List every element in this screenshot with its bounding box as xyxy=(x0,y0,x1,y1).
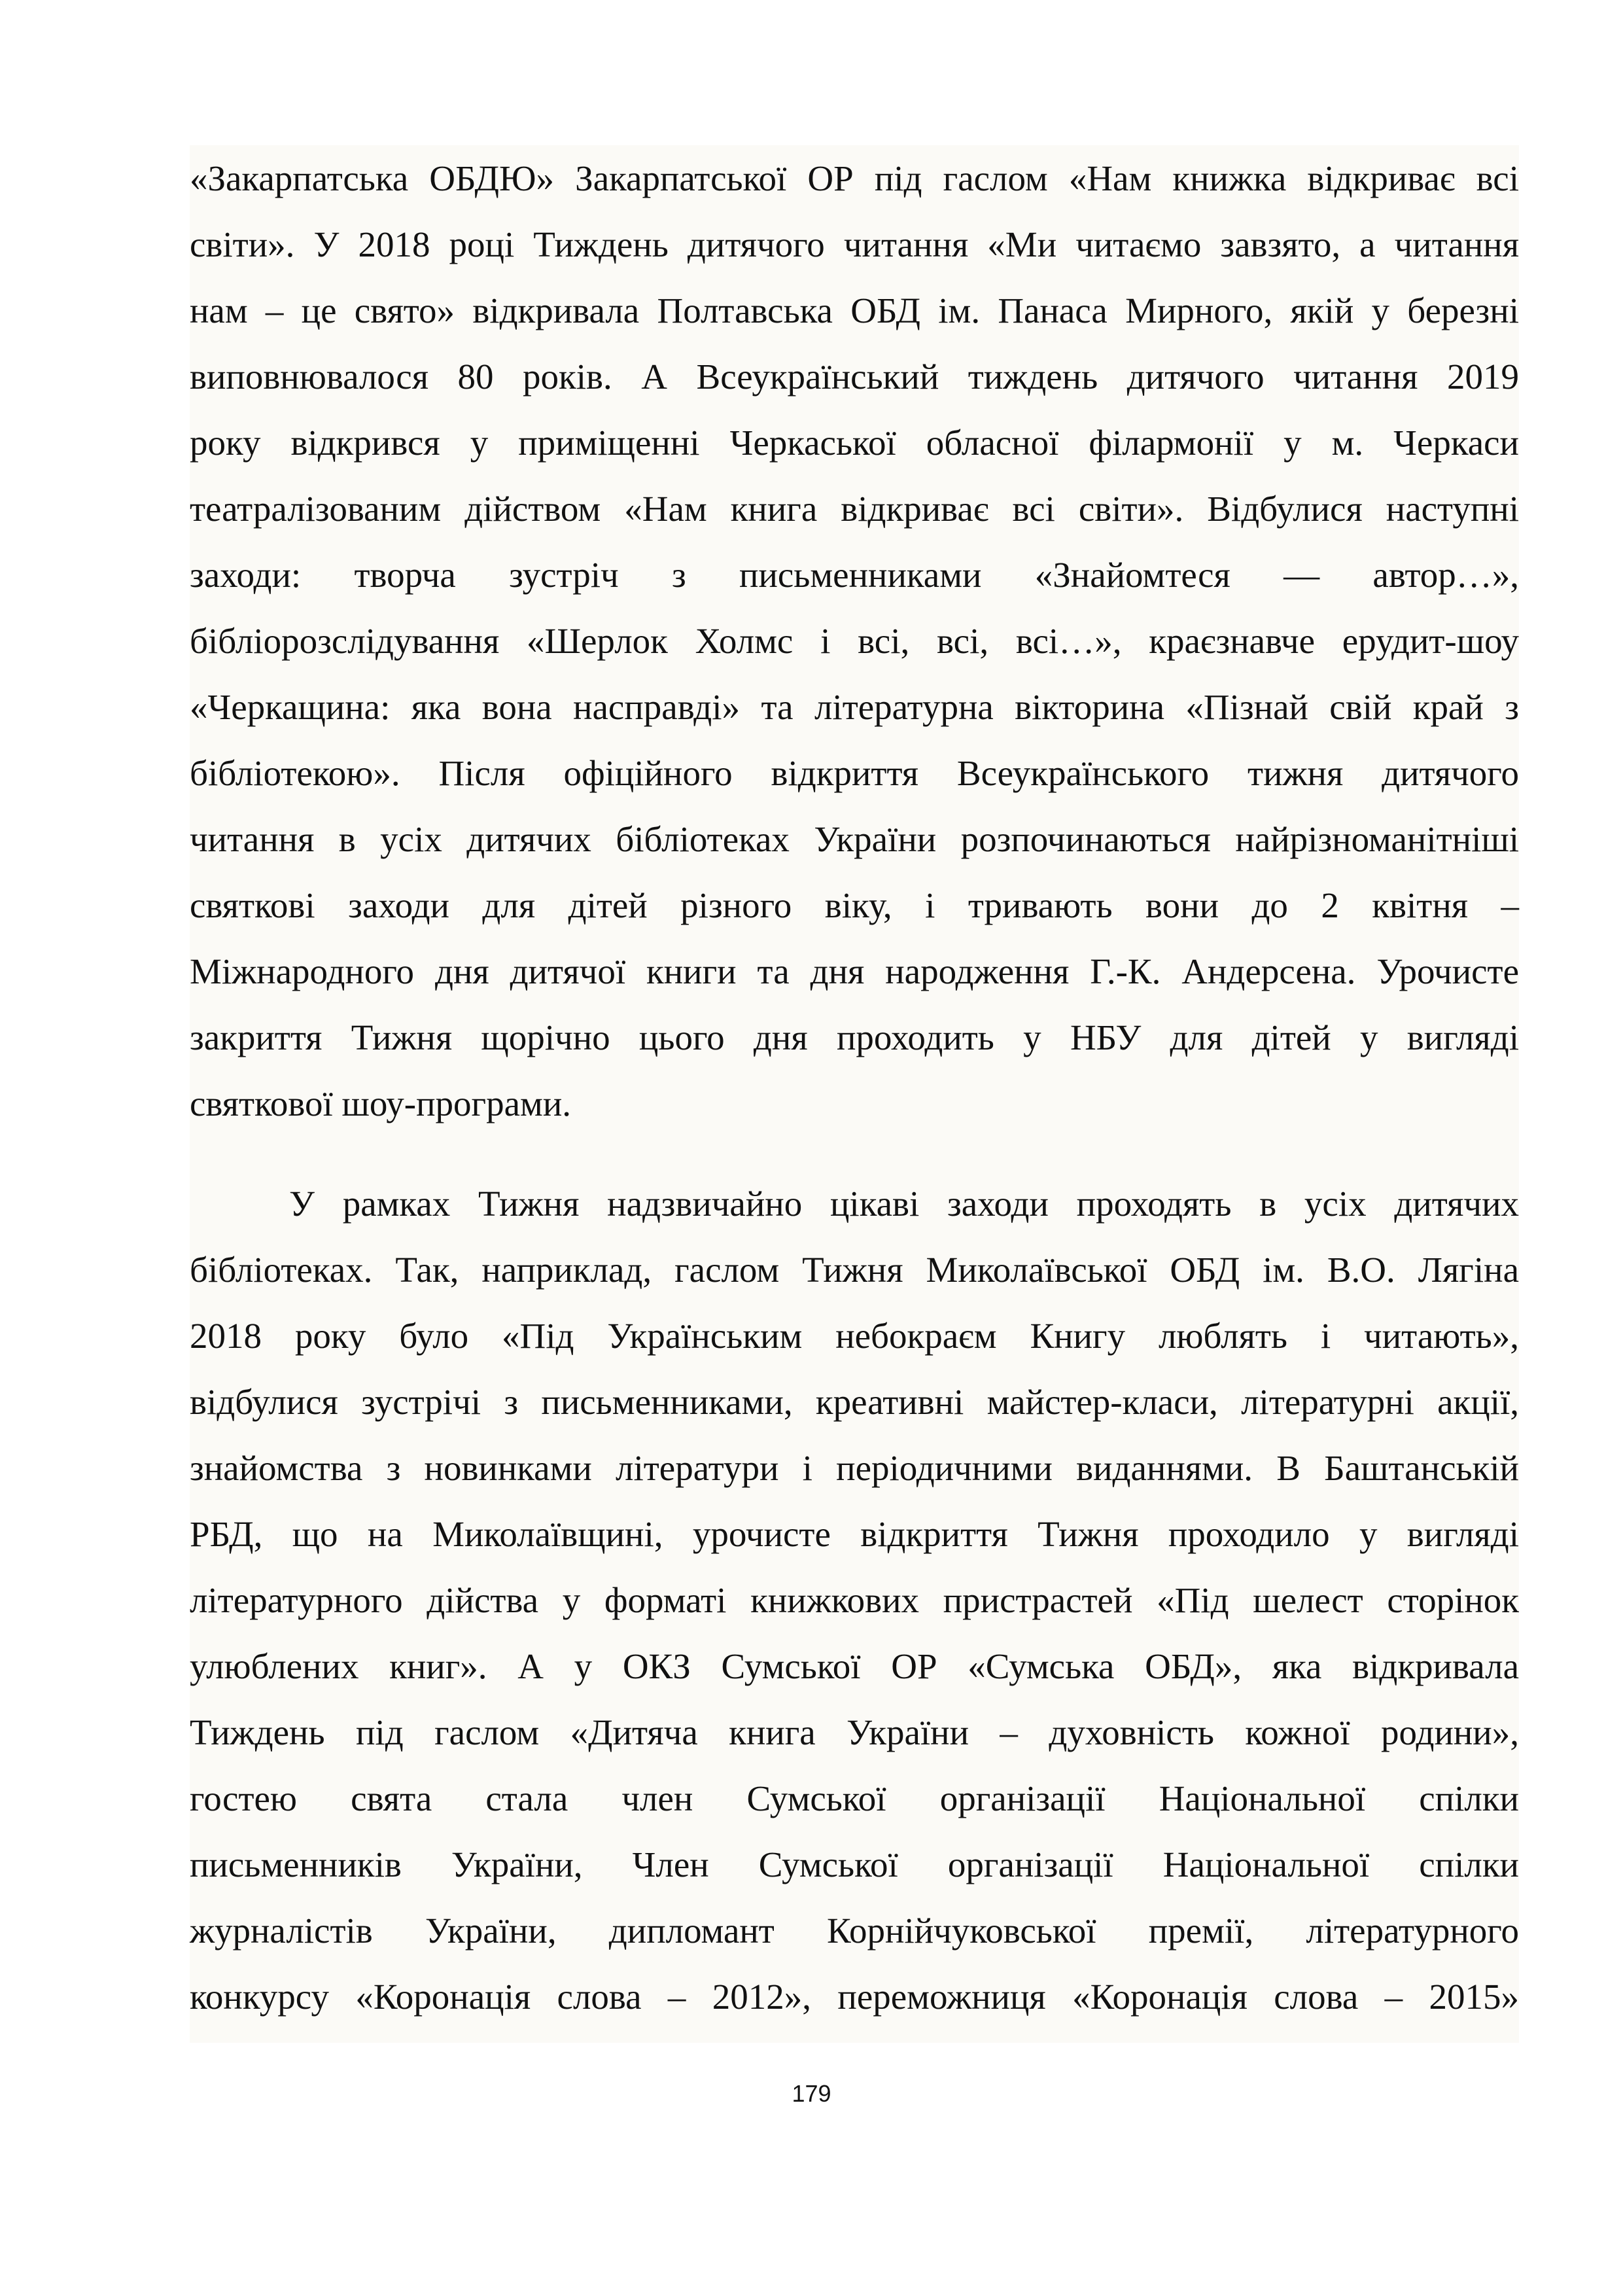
paragraph-2-line-6: РБД, що на Миколаївщині, урочисте відкриття Тижня проходило у вигляді xyxy=(190,1514,1519,1554)
paragraph-1-line-3: нам – це свято» відкривала Полтавська ОБД ім. Панаса Мирного, якій у березні xyxy=(190,291,1519,330)
paragraph-2-line-7: літературного дійства у форматі книжкових пристрастей «Під шелест сторінок xyxy=(190,1580,1519,1620)
paragraph-1-line-10: бібліотекою». Після офіційного відкриття Всеукраїнського тижня дитячого xyxy=(190,753,1519,793)
paragraph-2-line-1: У рамках Тижня надзвичайно цікаві заходи проходять в усіх дитячих xyxy=(289,1184,1519,1224)
paragraph-2-line-11: письменників України, Член Сумської організації Національної спілки xyxy=(190,1845,1519,1884)
paragraph-1-line-15: святкової шоу-програми. xyxy=(190,1084,572,1123)
paragraph-1-line-14: закриття Тижня щорічно цього дня проходить у НБУ для дітей у вигляді xyxy=(190,1017,1519,1057)
paragraph-2-line-10: гостею свята стала член Сумської організації Національної спілки xyxy=(190,1778,1519,1818)
paragraph-2-line-13: конкурсу «Коронація слова – 2012», переможниця «Коронація слова – 2015» xyxy=(190,1977,1519,2017)
paragraph-1-line-2: світи». У 2018 році Тиждень дитячого читання «Ми читаємо завзято, а читання xyxy=(190,224,1519,264)
page-number: 179 xyxy=(792,2080,831,2107)
paragraph-1-line-8: бібліорозслідування «Шерлок Холмс і всі, всі, всі…», краєзнавче ерудит-шоу xyxy=(190,621,1519,661)
paragraph-2-line-4: відбулися зустрічі з письменниками, креативні майстер-класи, літературні акції, xyxy=(190,1382,1519,1422)
paragraph-2-line-2: бібліотеках. Так, наприклад, гаслом Тижня Миколаївської ОБД ім. В.О. Лягіна xyxy=(190,1250,1519,1290)
paragraph-1-line-12: святкові заходи для дітей різного віку, і тривають вони до 2 квітня – xyxy=(190,885,1519,925)
paragraph-1-line-7: заходи: творча зустріч з письменниками «Знайомтеся — автор…», xyxy=(190,555,1519,595)
paragraph-1-line-1: «Закарпатська ОБДЮ» Закарпатської ОР під гаслом «Нам книжка відкриває всі xyxy=(190,158,1519,198)
paragraph-1-line-6: театралізованим дійством «Нам книга відкриває всі світи». Відбулися наступні xyxy=(190,489,1519,529)
paragraph-2-line-9: Тиждень під гаслом «Дитяча книга України – духовність кожної родини», xyxy=(190,1712,1519,1752)
paragraph-1-line-4: виповнювалося 80 років. А Всеукраїнський тиждень дитячого читання 2019 xyxy=(190,357,1519,397)
paragraph-2-line-8: улюблених книг». А у ОКЗ Сумської ОР «Сумська ОБД», яка відкривала xyxy=(190,1646,1519,1686)
paragraph-2-line-3: 2018 року було «Під Українським небокраєм Книгу люблять і читають», xyxy=(190,1316,1519,1356)
paragraph-1-line-11: читання в усіх дитячих бібліотеках України розпочинаються найрізноманітніші xyxy=(190,819,1519,859)
paragraph-2-line-12: журналістів України, дипломант Корнійчуковської премії, літературного xyxy=(190,1911,1519,1951)
paragraph-1-line-5: року відкрився у приміщенні Черкаської обласної філармонії у м. Черкаси xyxy=(190,423,1519,463)
paragraph-1-line-13: Міжнародного дня дитячої книги та дня народження Г.-К. Андерсена. Урочисте xyxy=(190,951,1519,991)
paragraph-1-line-9: «Черкащина: яка вона насправді» та літературна вікторина «Пізнай свій край з xyxy=(190,687,1519,727)
paragraph-2-line-5: знайомства з новинками літератури і періодичними виданнями. В Баштанській xyxy=(190,1448,1519,1488)
